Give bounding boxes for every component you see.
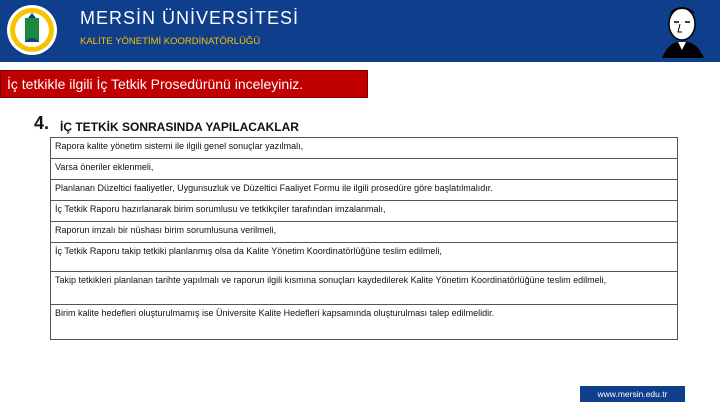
action-list (50, 137, 678, 340)
website-link[interactable]: www.mersin.edu.tr (580, 386, 685, 402)
list-item (51, 243, 678, 272)
list-item (51, 138, 678, 159)
list-item-text: Varsa öneriler eklenmeli, (51, 159, 678, 180)
university-seal-icon (6, 4, 58, 56)
list-item (51, 201, 678, 222)
list-item-text: Takip tetkikleri planlanan tarihte yapılmalı ve raporun ilgili kısmına sonuçları kaydedilerek Kalite Yönetim Koordinatörlüğüne teslim edilmeli, (51, 272, 678, 305)
header-bar (0, 0, 720, 62)
list-item-text: İç Tetkik Raporu hazırlanarak birim sorumlusu ve tetkikçiler tarafından imzalanmalı, (51, 201, 678, 222)
section-title: İÇ TETKİK SONRASINDA YAPILACAKLAR (60, 120, 299, 134)
list-item (51, 159, 678, 180)
list-item (51, 305, 678, 340)
ataturk-portrait-icon (650, 2, 708, 58)
university-name: MERSİN ÜNİVERSİTESİ (80, 8, 300, 28)
instruction-callout (0, 70, 368, 98)
list-item (51, 272, 678, 305)
list-item-text: Rapora kalite yönetim sistemi ile ilgili genel sonuçlar yazılmalı, (51, 138, 678, 159)
list-item (51, 180, 678, 201)
list-item-text: Raporun imzalı bir nüshası birim sorumlusuna verilmeli, (51, 222, 678, 243)
list-item-text: İç Tetkik Raporu takip tetkiki planlanmış olsa da Kalite Yönetim Koordinatörlüğüne teslim edilmeli, (51, 243, 678, 272)
list-item-text: Planlanan Düzeltici faaliyetler, Uygunsuzluk ve Düzeltici Faaliyet Formu ile ilgili prosedüre göre başlatılmalıdır. (51, 180, 678, 201)
section-number: 4. (34, 113, 50, 133)
callout-text: İç tetkikle ilgili İç Tetkik Prosedürünü inceleyiniz. (7, 76, 304, 92)
list-item (51, 222, 678, 243)
list-item-text: Birim kalite hedefleri oluşturulmamış ise Üniversite Kalite Hedefleri kapsamında oluşturulması talep edilmelidir. (51, 305, 678, 340)
unit-name: KALİTE YÖNETİMİ KOORDİNATÖRLÜĞÜ (80, 36, 261, 47)
